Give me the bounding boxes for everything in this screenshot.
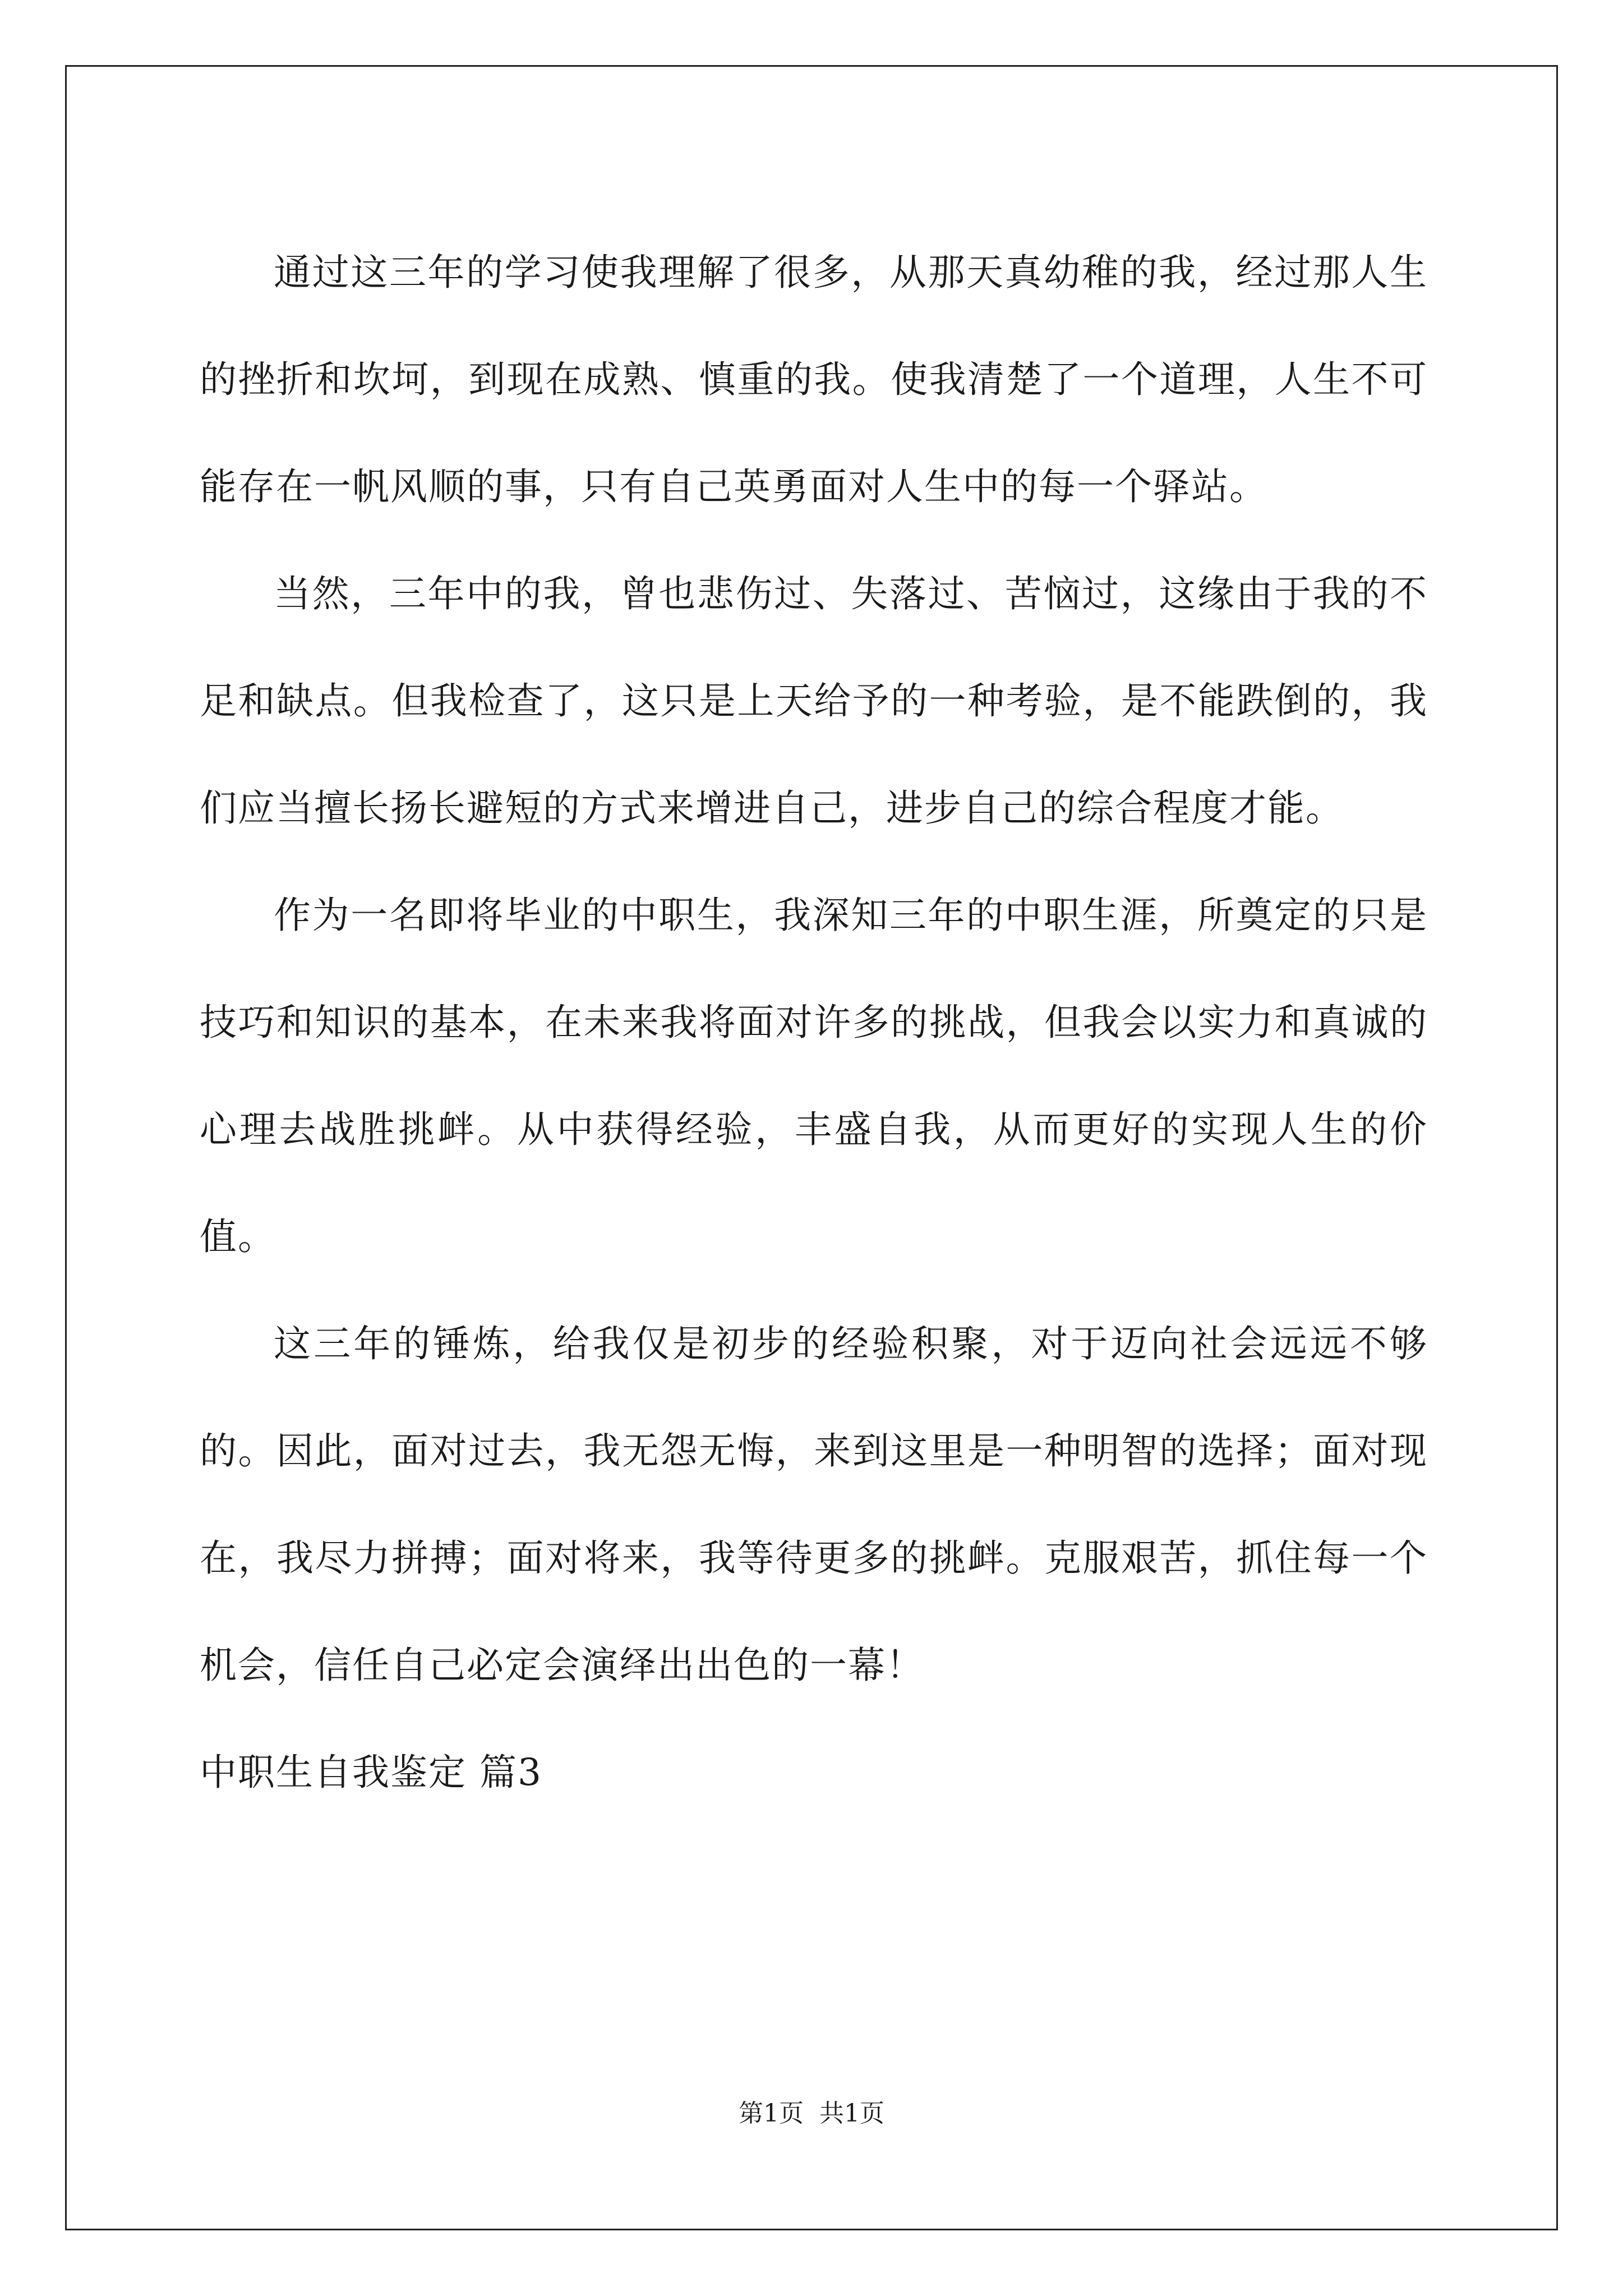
document-body — [200, 219, 1428, 1826]
section-heading: 中职生自我鉴定 篇3 — [200, 1751, 542, 1794]
paragraph-2: 当然，三年中的我，曾也悲伤过、失落过、苦恼过，这缘由于我的不足和缺点。但我检查了，这只是上天给予的一种考验，是不能跌倒的，我们应当擅长扬长避短的方式来增进自己，进步自己的综合程度才能。 — [200, 572, 1428, 830]
paragraph-4: 这三年的锤炼，给我仅是初步的经验积聚，对于迈向社会远远不够的。因此，面对过去，我无怨无悔，来到这里是一种明智的选择；面对现在，我尽力拼搏；面对将来，我等待更多的挑衅。克服艰苦，抓住每一个机会，信任自己必定会演绎出出色的一幕！ — [200, 1322, 1428, 1687]
paragraph-3: 作为一名即将毕业的中职生，我深知三年的中职生涯，所奠定的只是技巧和知识的基本，在未来我将面对许多的挑战，但我会以实力和真诚的心理去战胜挑衅。从中获得经验，丰盛自我，从而更好的实现人生的价值。 — [200, 894, 1428, 1258]
page-number-footer: 第1页 共1页 — [739, 2099, 884, 2128]
paragraph-1: 通过这三年的学习使我理解了很多，从那天真幼稚的我，经过那人生的挫折和坎坷，到现在成熟、慎重的我。使我清楚了一个道理，人生不可能存在一帆风顺的事，只有自己英勇面对人生中的每一个驿站。 — [200, 251, 1428, 508]
